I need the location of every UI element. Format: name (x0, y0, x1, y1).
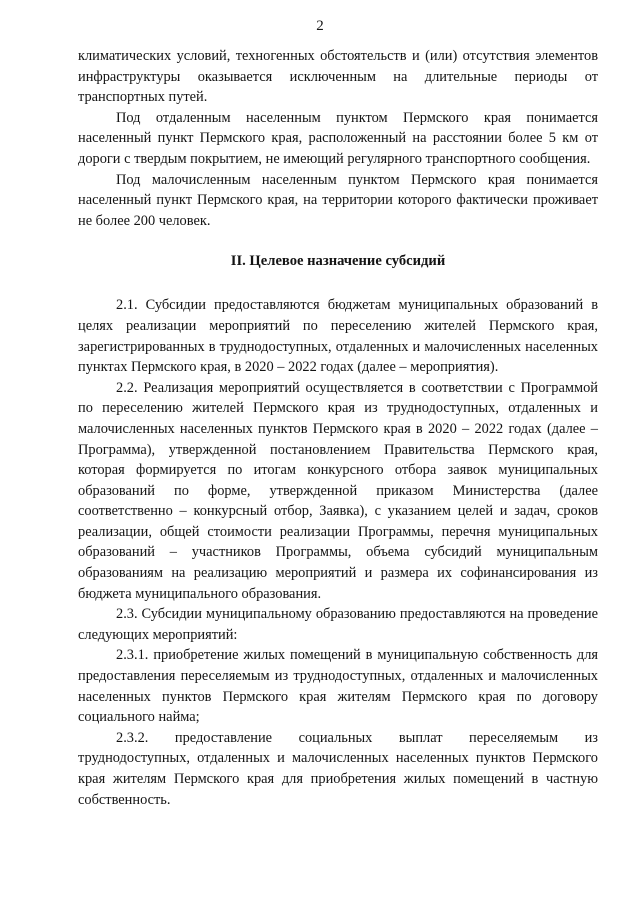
paragraph-2-1: 2.1. Субсидии предоставляются бюджетам муниципальных образований в целях реализации мероприятий по переселению жителей Пермского края, зарегистрированных в труднодоступных, отдаленных и малочисленных населенных пунктах Пермского края, в 2020 – 2022 годах (далее – мероприятия). (78, 297, 598, 376)
document-body (78, 46, 598, 810)
paragraph-2-3-1: 2.3.1. приобретение жилых помещений в муниципальную собственность для предоставления переселяемым из труднодоступных, отдаленных и малочисленных населенных пунктов Пермского края жителям Пермского края по договору социального найма; (78, 647, 598, 726)
paragraph-2-2: 2.2. Реализация мероприятий осуществляется в соответствии с Программой по переселению жителей Пермского края из труднодоступных, отдаленных и малочисленных населенных пунктов Пермского края в 2020 – 2022 годах (далее – Программа), утвержденной постановлением Правительства Пермского края, которая формируется по итогам конкурсного отбора заявок муниципальных образований по форме, утвержденной приказом Министерства (далее соответственно – конкурсный отбор, Заявка), с указанием целей и задач, сроков реализации, общей стоимости реализации Программы, перечня муниципальных образований – участников Программы, объема субсидий муниципальным образованиям на реализацию мероприятий и размера их софинансирования из бюджета муниципального образования. (78, 379, 598, 602)
section-heading: II. Целевое назначение субсидий (230, 253, 446, 270)
paragraph-remote-settlement-definition: Под отдаленным населенным пунктом Пермского края понимается населенный пункт Пермского края, расположенный на расстоянии более 5 км от дороги с твердым покрытием, не имеющий регулярного транспортного сообщения. (78, 109, 598, 167)
page-number: 2 (316, 18, 324, 34)
paragraph-2-3-2: 2.3.2. предоставление социальных выплат переселяемым из труднодоступных, отдаленных и малочисленных населенных пунктов Пермского края жителям Пермского края для приобретения жилых помещений в частную собственность. (78, 729, 598, 808)
paragraph-2-3: 2.3. Субсидии муниципальному образованию предоставляются на проведение следующих мероприятий: (78, 606, 598, 643)
paragraph-small-settlement-definition: Под малочисленным населенным пунктом Пермского края понимается населенный пункт Пермского края, на территории которого фактически проживает не более 200 человек. (78, 171, 598, 229)
paragraph-continuation: климатических условий, техногенных обстоятельств и (или) отсутствия элементов инфраструктуры оказывается исключенным на длительные периоды от транспортных путей. (78, 48, 598, 106)
